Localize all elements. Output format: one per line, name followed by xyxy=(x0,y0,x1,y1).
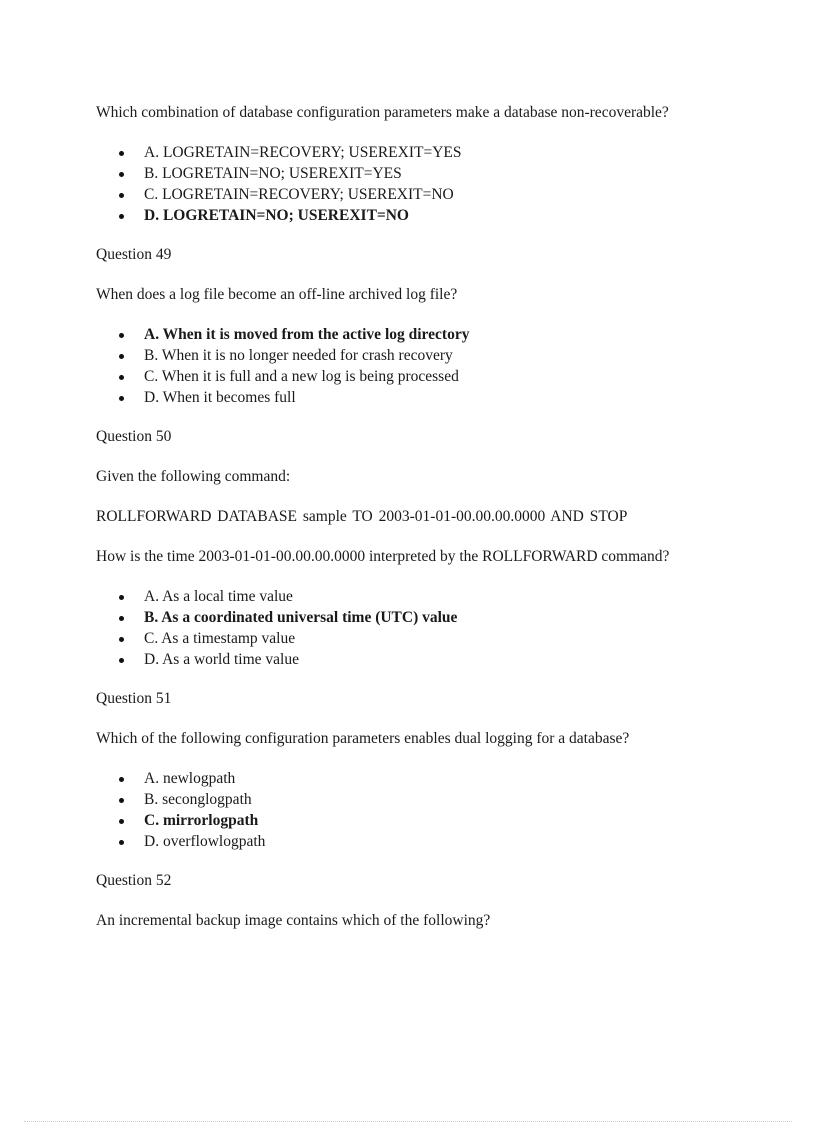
page-bottom-border xyxy=(24,1121,792,1122)
bullet-icon xyxy=(119,819,124,824)
answer-option-a: A. LOGRETAIN=RECOVERY; USEREXIT=YES xyxy=(96,142,696,163)
answer-option-c: C. mirrorlogpath xyxy=(96,810,696,831)
bullet-icon xyxy=(119,777,124,782)
answer-options xyxy=(96,586,696,670)
question-text: Given the following command: xyxy=(96,468,291,485)
answer-options xyxy=(96,768,696,852)
bullet-icon xyxy=(119,375,124,380)
question-text: Which combination of database configuration parameters make a database non-recoverable? xyxy=(96,104,669,121)
answer-option-a: A. When it is moved from the active log directory xyxy=(96,324,696,345)
answer-option-d: D. When it becomes full xyxy=(96,387,696,408)
bullet-icon xyxy=(119,798,124,803)
answer-options xyxy=(96,324,696,408)
question-text: When does a log file become an off-line archived log file? xyxy=(96,286,458,303)
answer-option-b: B. LOGRETAIN=NO; USEREXIT=YES xyxy=(96,163,696,184)
answer-option-c: C. LOGRETAIN=RECOVERY; USEREXIT=NO xyxy=(96,184,696,205)
question-label-52: Question 52 xyxy=(96,872,172,889)
bullet-icon xyxy=(119,333,124,338)
bullet-icon xyxy=(119,637,124,642)
question-followup-text: How is the time 2003-01-01-00.00.00.0000 interpreted by the ROLLFORWARD command? xyxy=(96,548,670,565)
answer-option-b: B. As a coordinated universal time (UTC) value xyxy=(96,607,696,628)
command-text: ROLLFORWARD DATABASE sample TO 2003-01-01-00.00.00.0000 AND STOP xyxy=(96,508,628,525)
answer-option-a: A. As a local time value xyxy=(96,586,696,607)
answer-option-a: A. newlogpath xyxy=(96,768,696,789)
answer-option-c: C. When it is full and a new log is being processed xyxy=(96,366,696,387)
answer-option-b: B. When it is no longer needed for crash recovery xyxy=(96,345,696,366)
bullet-icon xyxy=(119,595,124,600)
bullet-icon xyxy=(119,172,124,177)
answer-option-c: C. As a timestamp value xyxy=(96,628,696,649)
question-label-50: Question 50 xyxy=(96,428,172,445)
bullet-icon xyxy=(119,151,124,156)
bullet-icon xyxy=(119,840,124,845)
answer-option-d: D. overflowlogpath xyxy=(96,831,696,852)
bullet-icon xyxy=(119,193,124,198)
bullet-icon xyxy=(119,658,124,663)
question-text: Which of the following configuration parameters enables dual logging for a database? xyxy=(96,730,630,747)
bullet-icon xyxy=(119,354,124,359)
bullet-icon xyxy=(119,214,124,219)
answer-option-b: B. seconglogpath xyxy=(96,789,696,810)
answer-options xyxy=(96,142,696,226)
bullet-icon xyxy=(119,396,124,401)
question-label-49: Question 49 xyxy=(96,246,172,263)
answer-option-d: D. As a world time value xyxy=(96,649,696,670)
answer-option-d: D. LOGRETAIN=NO; USEREXIT=NO xyxy=(96,205,696,226)
question-label-51: Question 51 xyxy=(96,690,172,707)
document-page xyxy=(96,102,696,950)
question-text: An incremental backup image contains which of the following? xyxy=(96,912,491,929)
bullet-icon xyxy=(119,616,124,621)
